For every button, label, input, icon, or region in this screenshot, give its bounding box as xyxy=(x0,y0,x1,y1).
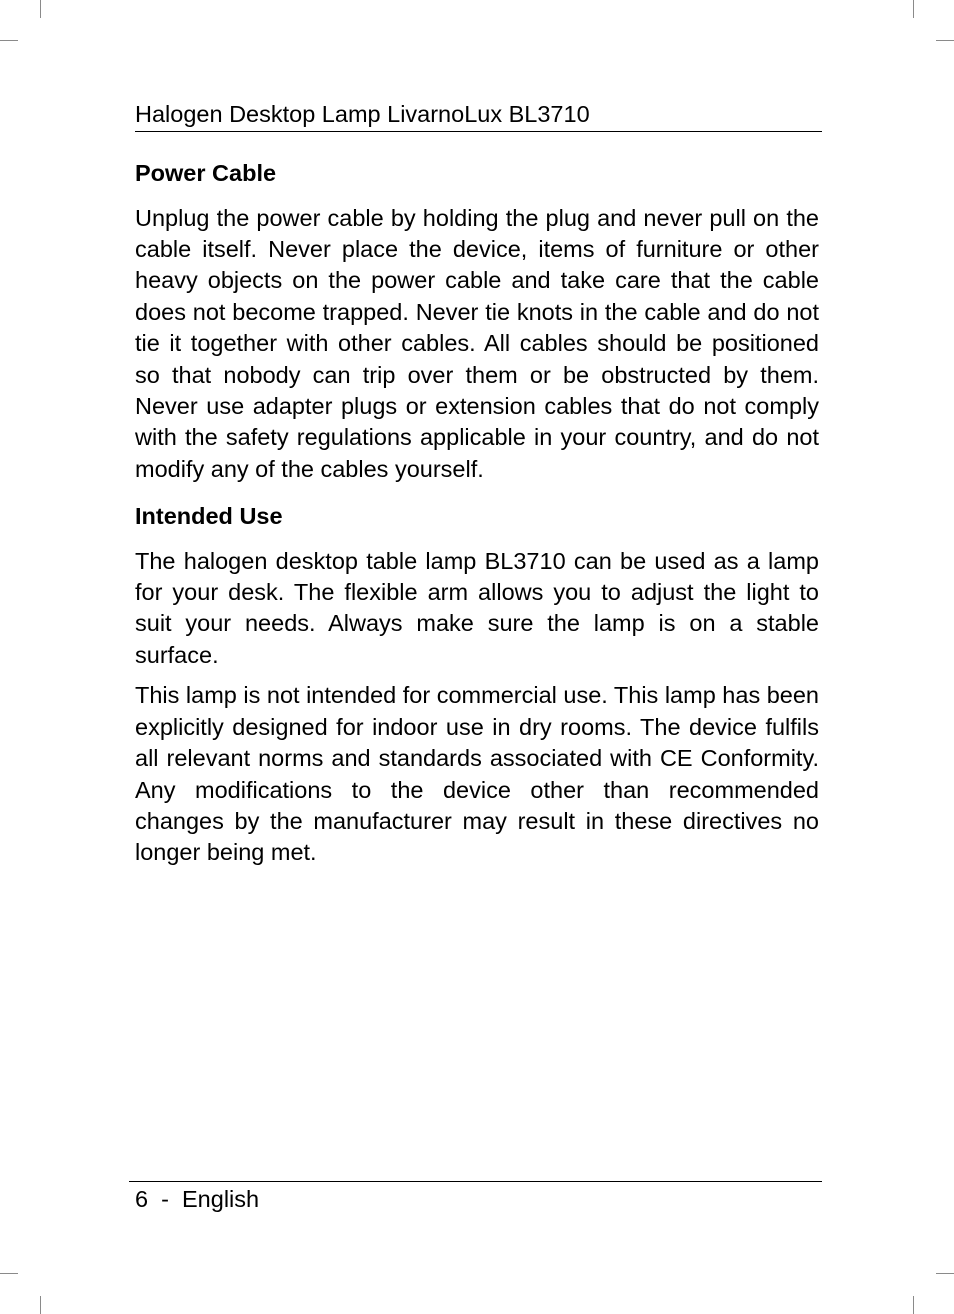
page-footer xyxy=(129,1181,822,1212)
crop-mark-top-right-h xyxy=(936,40,954,41)
page-header xyxy=(135,98,822,132)
section-title-intended-use: Intended Use xyxy=(135,503,283,530)
section-title-power-cable: Power Cable xyxy=(135,160,277,186)
crop-mark-bottom-right-h xyxy=(936,1273,954,1274)
page-number-label: 6 - English xyxy=(135,1186,260,1212)
crop-mark-top-left xyxy=(40,0,41,18)
page-header-title: Halogen Desktop Lamp LivarnoLux BL3710 xyxy=(135,101,590,127)
crop-mark-top-right xyxy=(913,0,914,18)
crop-mark-top-left-h xyxy=(0,40,18,41)
crop-mark-bottom-left xyxy=(40,1296,41,1314)
crop-mark-bottom-left-h xyxy=(0,1273,18,1274)
paragraph-power-cable: Unplug the power cable by holding the plug and never pull on the cable itself. Never place the device, items of furniture or other heavy objects on the power cable and take care that the cable does not become trapped. Never tie knots in the cable and do not tie it together with other cables. All cables should be positioned so that nobody can trip over them or be obstructed by them. Never use adapter plugs or extension cables that do not comply with the safety regulations applicable in your country, and do not modify any of the cables yourself. xyxy=(135,204,819,482)
crop-mark-bottom-right xyxy=(913,1296,914,1314)
paragraph-intended-use-2: This lamp is not intended for commercial use. This lamp has been explicitly designed for indoor use in dry rooms. The device fulfils all relevant norms and standards associated with CE Conformity. Any modifications to the device other than recommended changes by the manufacturer may result in these directives no longer being met. xyxy=(135,682,820,866)
page-content xyxy=(135,158,819,869)
paragraph-intended-use-1: The halogen desktop table lamp BL3710 can be used as a lamp for your desk. The flexible arm allows you to adjust the light to suit your needs. Always make sure the lamp is on a stable surface. xyxy=(135,547,819,668)
